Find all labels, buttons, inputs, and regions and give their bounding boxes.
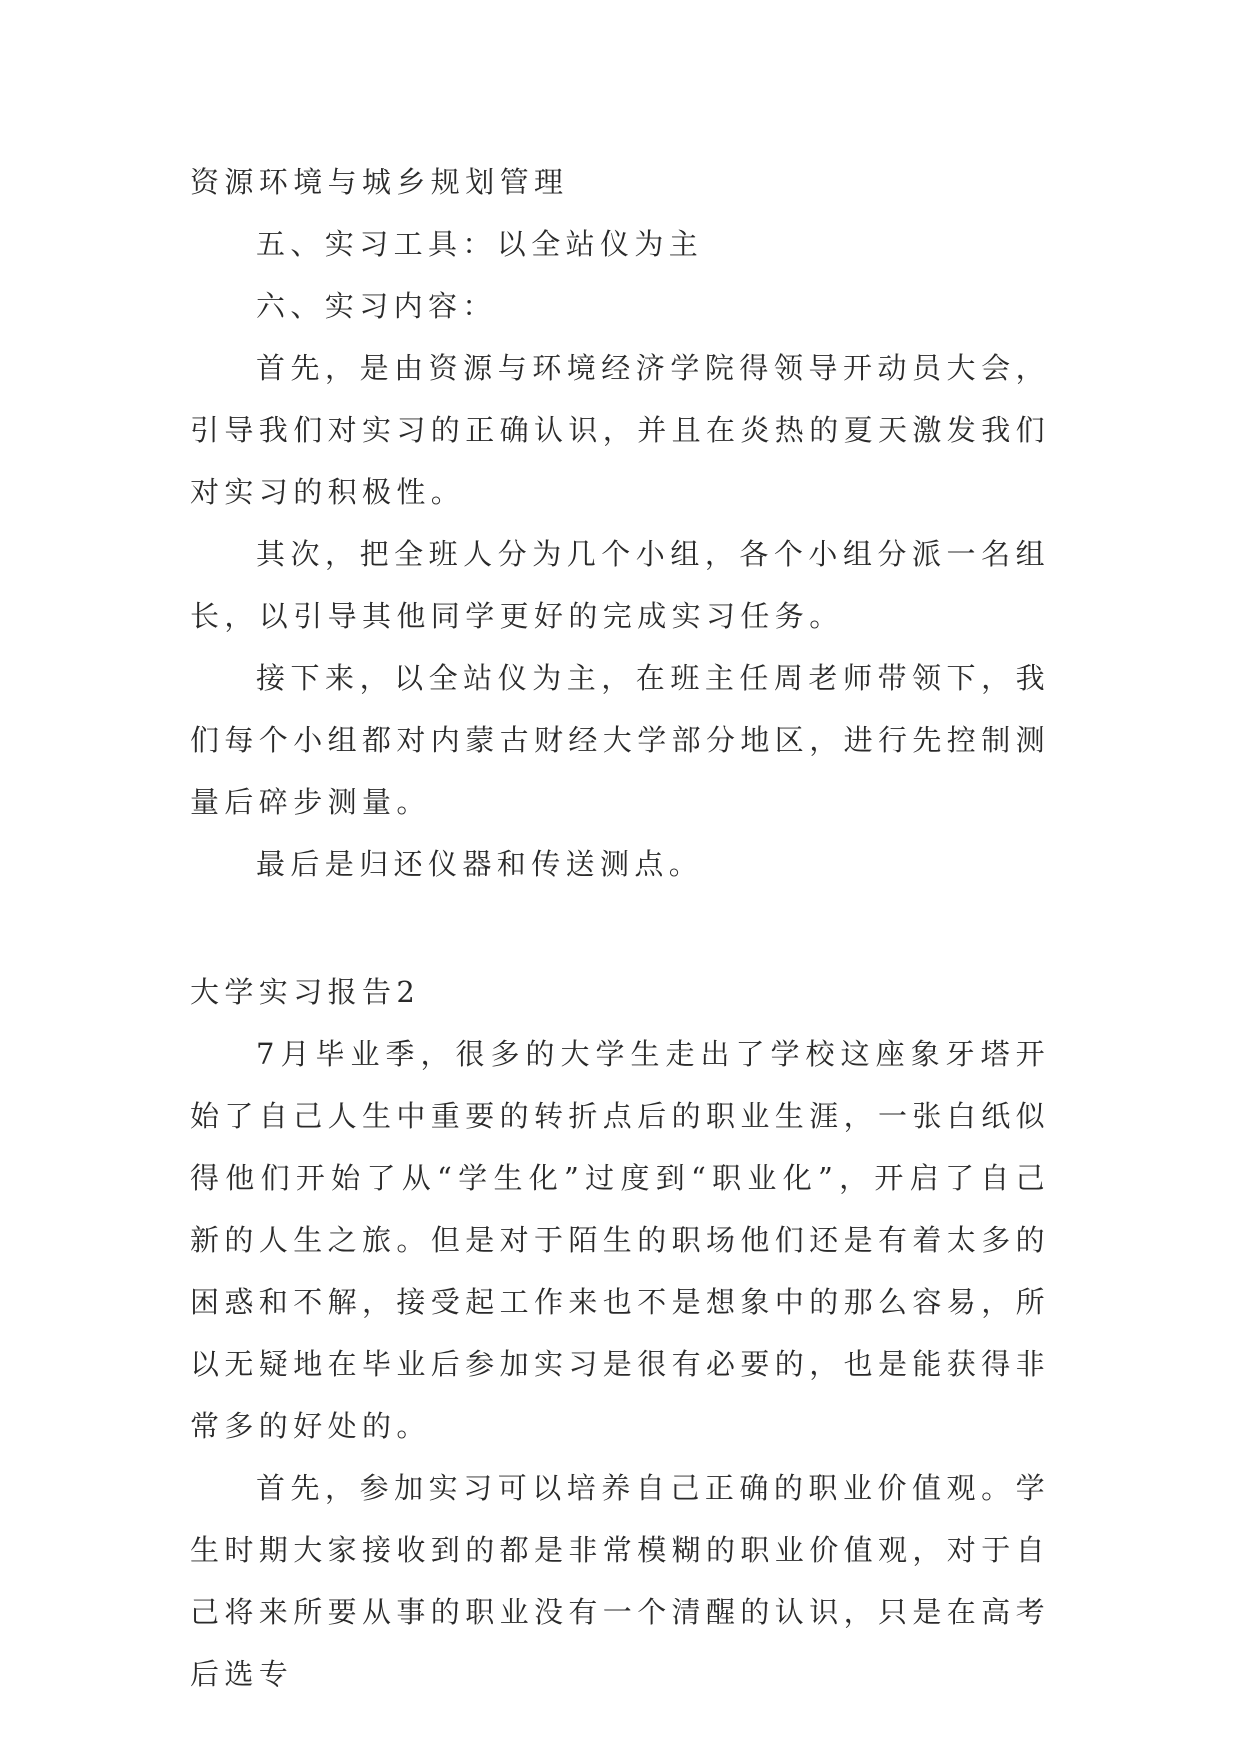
paragraph-last: 最后是归还仪器和传送测点。 [256,847,704,881]
section-six-heading: 六、实习内容： [256,289,497,323]
report-paragraph: 7月毕业季，很多的大学生走出了学校这座象牙塔开始了自己人生中重要的转折点后的职业生涯，一张白纸似得他们开始了从“学生化”过度到“职业化”，开启了自己新的人生之旅。但是对于陌生的职场他们还是有着太多的困惑和不解，接受起工作来也不是想象中的那么容易，所以无疑地在毕业后参加实习是很有必要的，也是能获得非常多的好处的。 [190,1037,1051,1443]
section-gap [190,895,1050,961]
document-body [190,151,1050,1705]
paragraph-third: 接下来，以全站仪为主，在班主任周老师带领下，我们每个小组都对内蒙古财经大学部分地区，进行先控制测量后碎步测量。 [190,661,1051,819]
report-title: 大学实习报告2 [190,975,421,1009]
paragraph-first: 首先，是由资源与环境经济学院得领导开动员大会，引导我们对实习的正确认识，并且在炎热的夏天激发我们对实习的积极性。 [190,351,1051,509]
section-five-tools: 五、实习工具：以全站仪为主 [256,227,704,261]
report-paragraph: 首先，参加实习可以培养自己正确的职业价值观。学生时期大家接收到的都是非常模糊的职业价值观，对于自己将来所要从事的职业没有一个清醒的认识，只是在高考后选专 [190,1471,1051,1691]
paragraph-second: 其次，把全班人分为几个小组，各个小组分派一名组长，以引导其他同学更好的完成实习任务。 [190,537,1050,633]
continued-line: 资源环境与城乡规划管理 [190,165,569,199]
